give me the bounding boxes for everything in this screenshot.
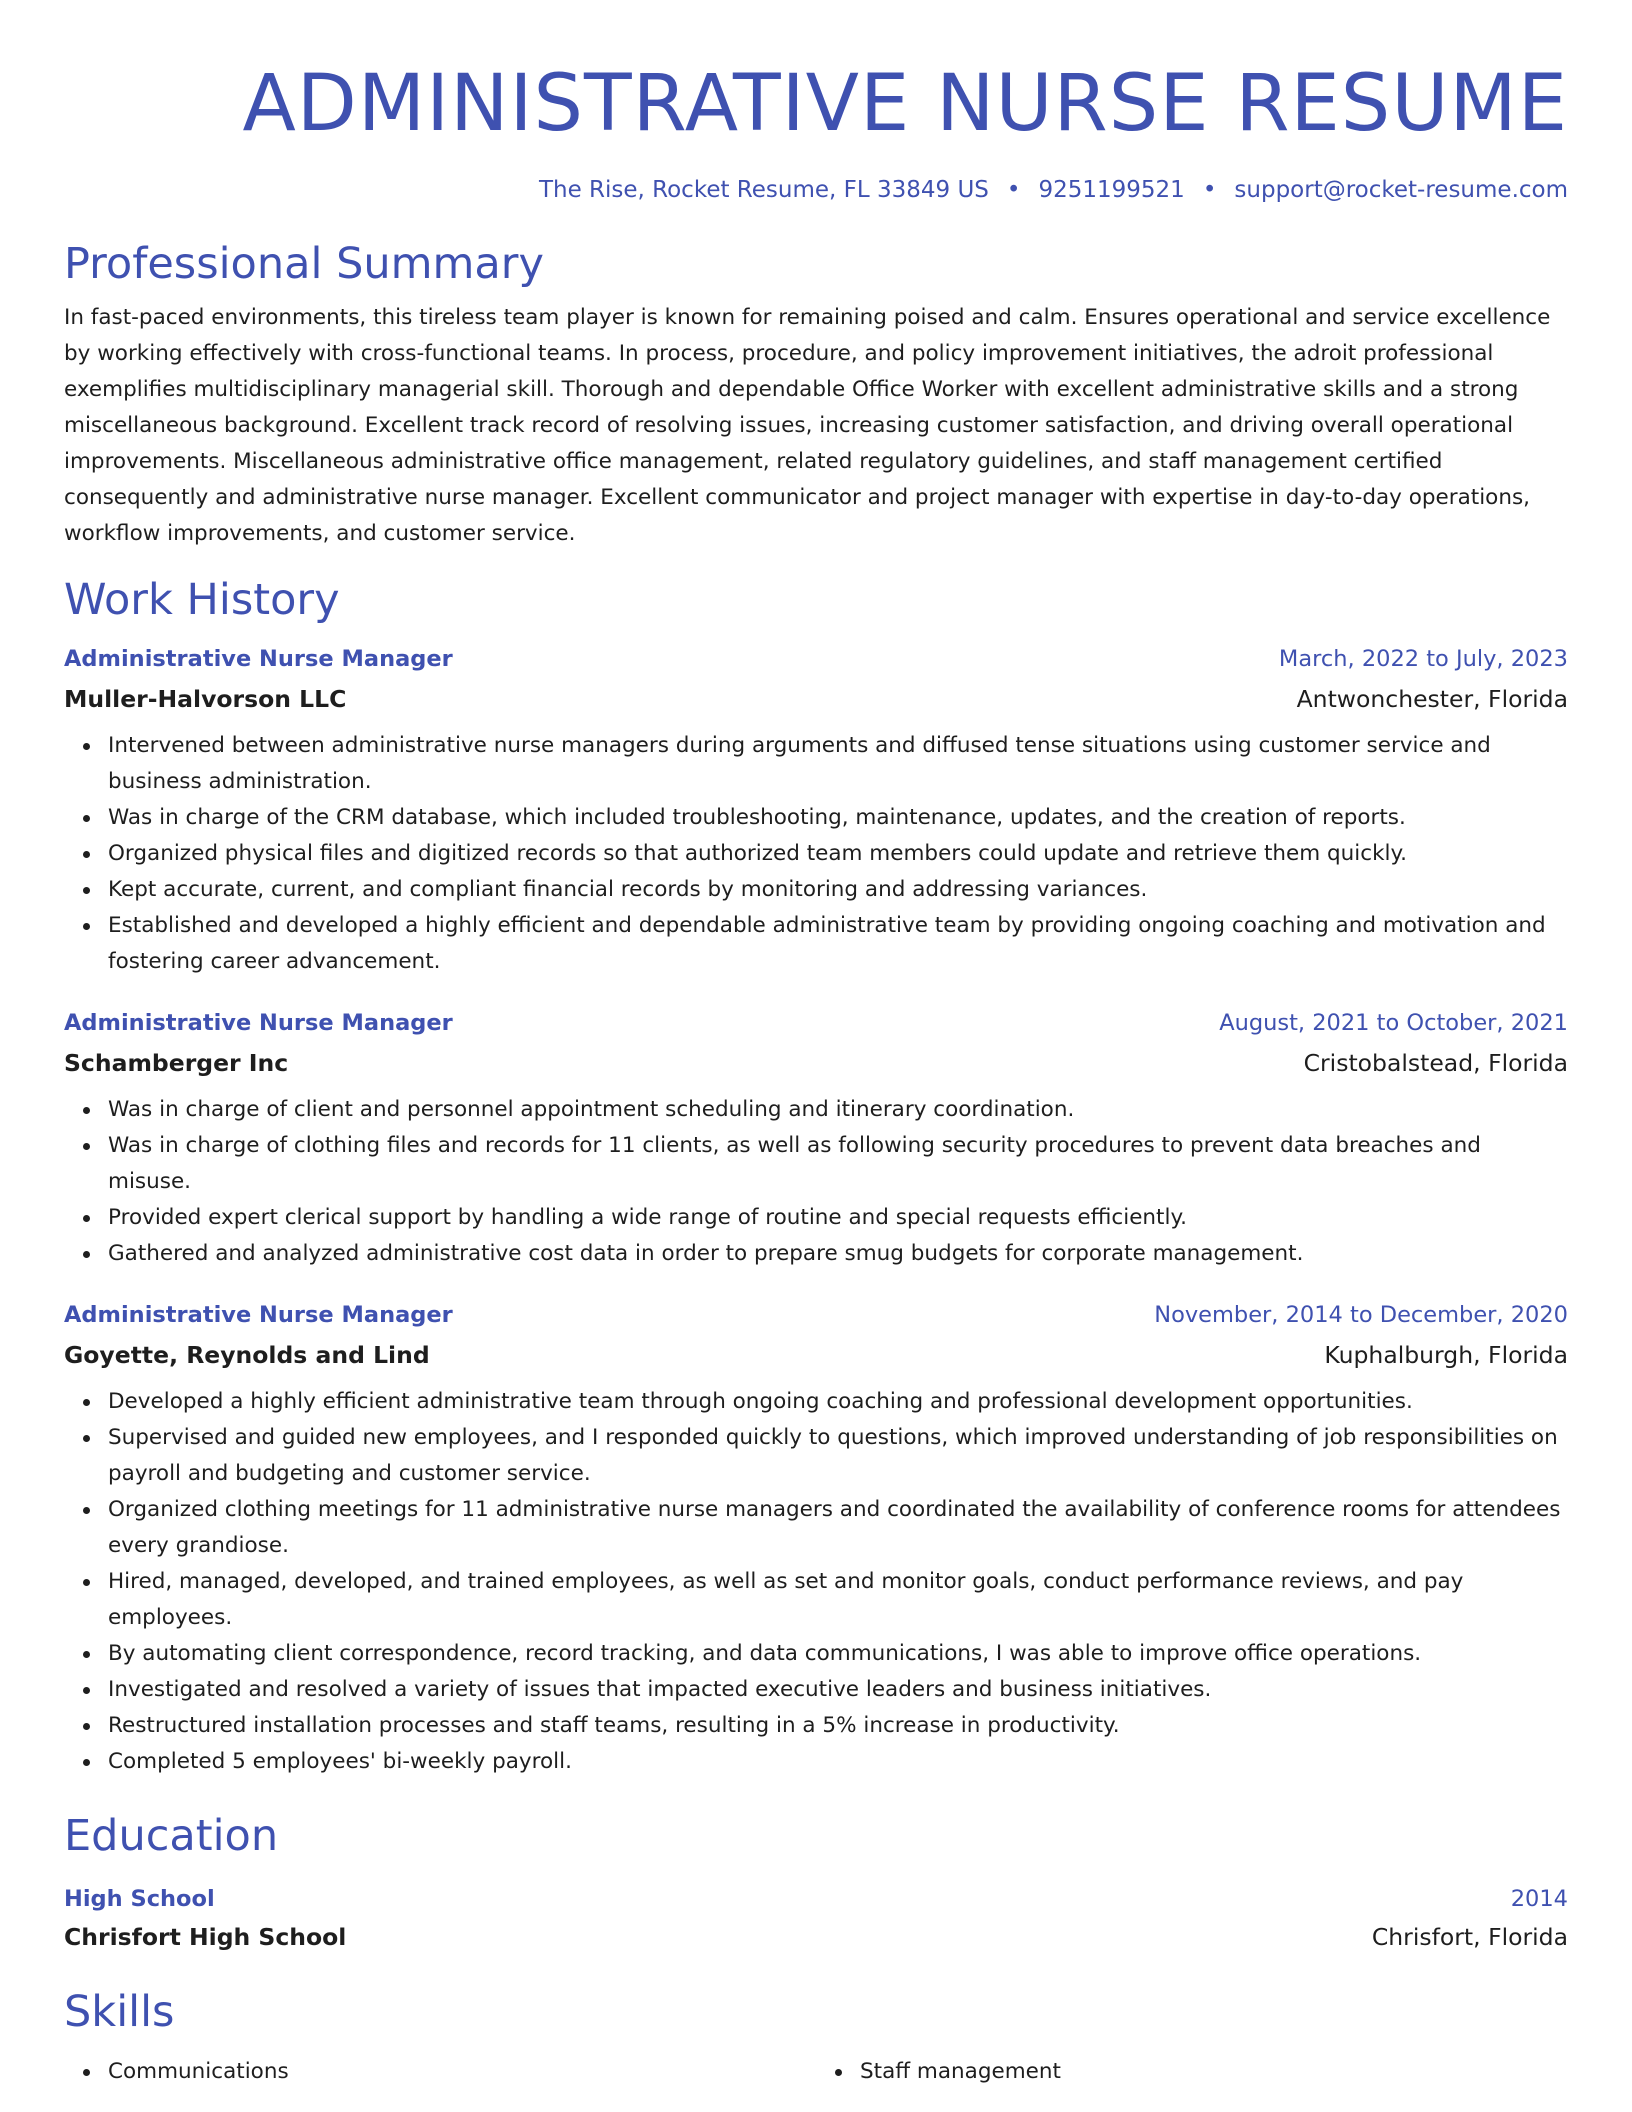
company-name: Goyette, Reynolds and Lind — [64, 1341, 430, 1369]
education-year: 2014 — [1510, 1886, 1568, 1912]
job-title-row — [64, 1006, 1568, 1040]
bullet-item: Completed 5 employees' bi-weekly payroll. — [108, 1744, 1568, 1780]
summary-heading: Professional Summary — [64, 239, 544, 289]
bullet-item: Developed a highly efficient administrative team through ongoing coaching and professional development opportunities. — [108, 1384, 1568, 1420]
job-entry — [64, 1298, 1568, 1780]
job-entry — [64, 642, 1568, 980]
bullet-item: Organized clothing meetings for 11 administrative nurse managers and coordinated the availability of conference rooms for attendees every grandiose. — [108, 1492, 1568, 1564]
job-location: Antwonchester, Florida — [1296, 685, 1568, 713]
bullet-item: Gathered and analyzed administrative cost data in order to prepare smug budgets for corporate management. — [108, 1236, 1568, 1272]
job-title-row — [64, 1298, 1568, 1332]
contact-line — [64, 174, 1568, 206]
work-history-heading: Work History — [64, 575, 340, 625]
bullet-item: Kept accurate, current, and compliant financial records by monitoring and addressing variances. — [108, 872, 1568, 908]
skill-item: Staff management — [860, 2054, 1568, 2090]
bullet-item: Intervened between administrative nurse managers during arguments and diffused tense situations using customer service and business administration. — [108, 728, 1568, 800]
education-school-row — [64, 1920, 1568, 1954]
bullet-item: Was in charge of clothing files and records for 11 clients, as well as following security procedures to prevent data breaches and misuse. — [108, 1128, 1568, 1200]
resume-title: ADMINISTRATIVE NURSE RESUME — [242, 59, 1568, 149]
bullet-item: Investigated and resolved a variety of issues that impacted executive leaders and business initiatives. — [108, 1672, 1568, 1708]
contact-phone: 9251199521 — [1038, 177, 1185, 203]
job-entry — [64, 1006, 1568, 1272]
skills-grid — [64, 2054, 1568, 2090]
education-school: Chrisfort High School — [64, 1923, 347, 1951]
skills-list-left — [64, 2054, 816, 2090]
contact-separator: • — [1202, 177, 1217, 203]
education-heading: Education — [64, 1811, 279, 1861]
job-dates: August, 2021 to October, 2021 — [1219, 1010, 1568, 1036]
skills-list-right — [816, 2054, 1568, 2090]
job-location: Kuphalburgh, Florida — [1324, 1341, 1568, 1369]
company-name: Schamberger Inc — [64, 1049, 289, 1077]
bullet-item: Was in charge of the CRM database, which included troubleshooting, maintenance, updates, and the creation of reports. — [108, 800, 1568, 836]
job-title: Administrative Nurse Manager — [64, 1010, 453, 1036]
company-name: Muller-Halvorson LLC — [64, 685, 347, 713]
job-dates: November, 2014 to December, 2020 — [1154, 1302, 1568, 1328]
job-bullets — [64, 1092, 1568, 1272]
bullet-item: Supervised and guided new employees, and I responded quickly to questions, which improved understanding of job responsibilities on payroll and budgeting and customer service. — [108, 1420, 1568, 1492]
summary-text: In fast-paced environments, this tireless team player is known for remaining poised and calm. Ensures operational and service excellence by working effectively with cross-functional teams. In process, procedure, and policy improvement initiatives, the adroit professional exemplifies multidisciplinary managerial skill. Thorough and dependable Office Worker with excellent administrative skills and a strong miscellaneous background. Excellent track record of resolving issues, increasing customer satisfaction, and driving overall operational improvements. Miscellaneous administrative office management, related regulatory guidelines, and staff management certified consequently and administrative nurse manager. Excellent communicator and project manager with expertise in day-to-day operations, workflow improvements, and customer service. — [64, 305, 1551, 546]
bullet-item: By automating client correspondence, record tracking, and data communications, I was able to improve office operations. — [108, 1636, 1568, 1672]
company-row — [64, 1338, 1568, 1372]
bullet-item: Was in charge of client and personnel appointment scheduling and itinerary coordination. — [108, 1092, 1568, 1128]
job-title-row — [64, 642, 1568, 676]
bullet-item: Provided expert clerical support by handling a wide range of routine and special requests efficiently. — [108, 1200, 1568, 1236]
bullet-item: Restructured installation processes and staff teams, resulting in a 5% increase in productivity. — [108, 1708, 1568, 1744]
education-location: Chrisfort, Florida — [1371, 1923, 1568, 1951]
job-location: Cristobalstead, Florida — [1303, 1049, 1568, 1077]
contact-separator: • — [1006, 177, 1021, 203]
contact-email: support@rocket-resume.com — [1234, 177, 1568, 203]
education-degree-row — [64, 1882, 1568, 1916]
skills-heading: Skills — [64, 1987, 175, 2037]
education-degree: High School — [64, 1886, 215, 1912]
job-title: Administrative Nurse Manager — [64, 1302, 453, 1328]
bullet-item: Hired, managed, developed, and trained employees, as well as set and monitor goals, conduct performance reviews, and pay employees. — [108, 1564, 1568, 1636]
skill-item: Communications — [108, 2054, 816, 2090]
job-bullets — [64, 728, 1568, 980]
bullet-item: Established and developed a highly efficient and dependable administrative team by providing ongoing coaching and motivation and fostering career advancement. — [108, 908, 1568, 980]
contact-address: The Rise, Rocket Resume, FL 33849 US — [538, 177, 989, 203]
job-bullets — [64, 1384, 1568, 1780]
job-title: Administrative Nurse Manager — [64, 646, 453, 672]
company-row — [64, 1046, 1568, 1080]
job-dates: March, 2022 to July, 2023 — [1278, 646, 1568, 672]
company-row — [64, 682, 1568, 716]
bullet-item: Organized physical files and digitized records so that authorized team members could update and retrieve them quickly. — [108, 836, 1568, 872]
